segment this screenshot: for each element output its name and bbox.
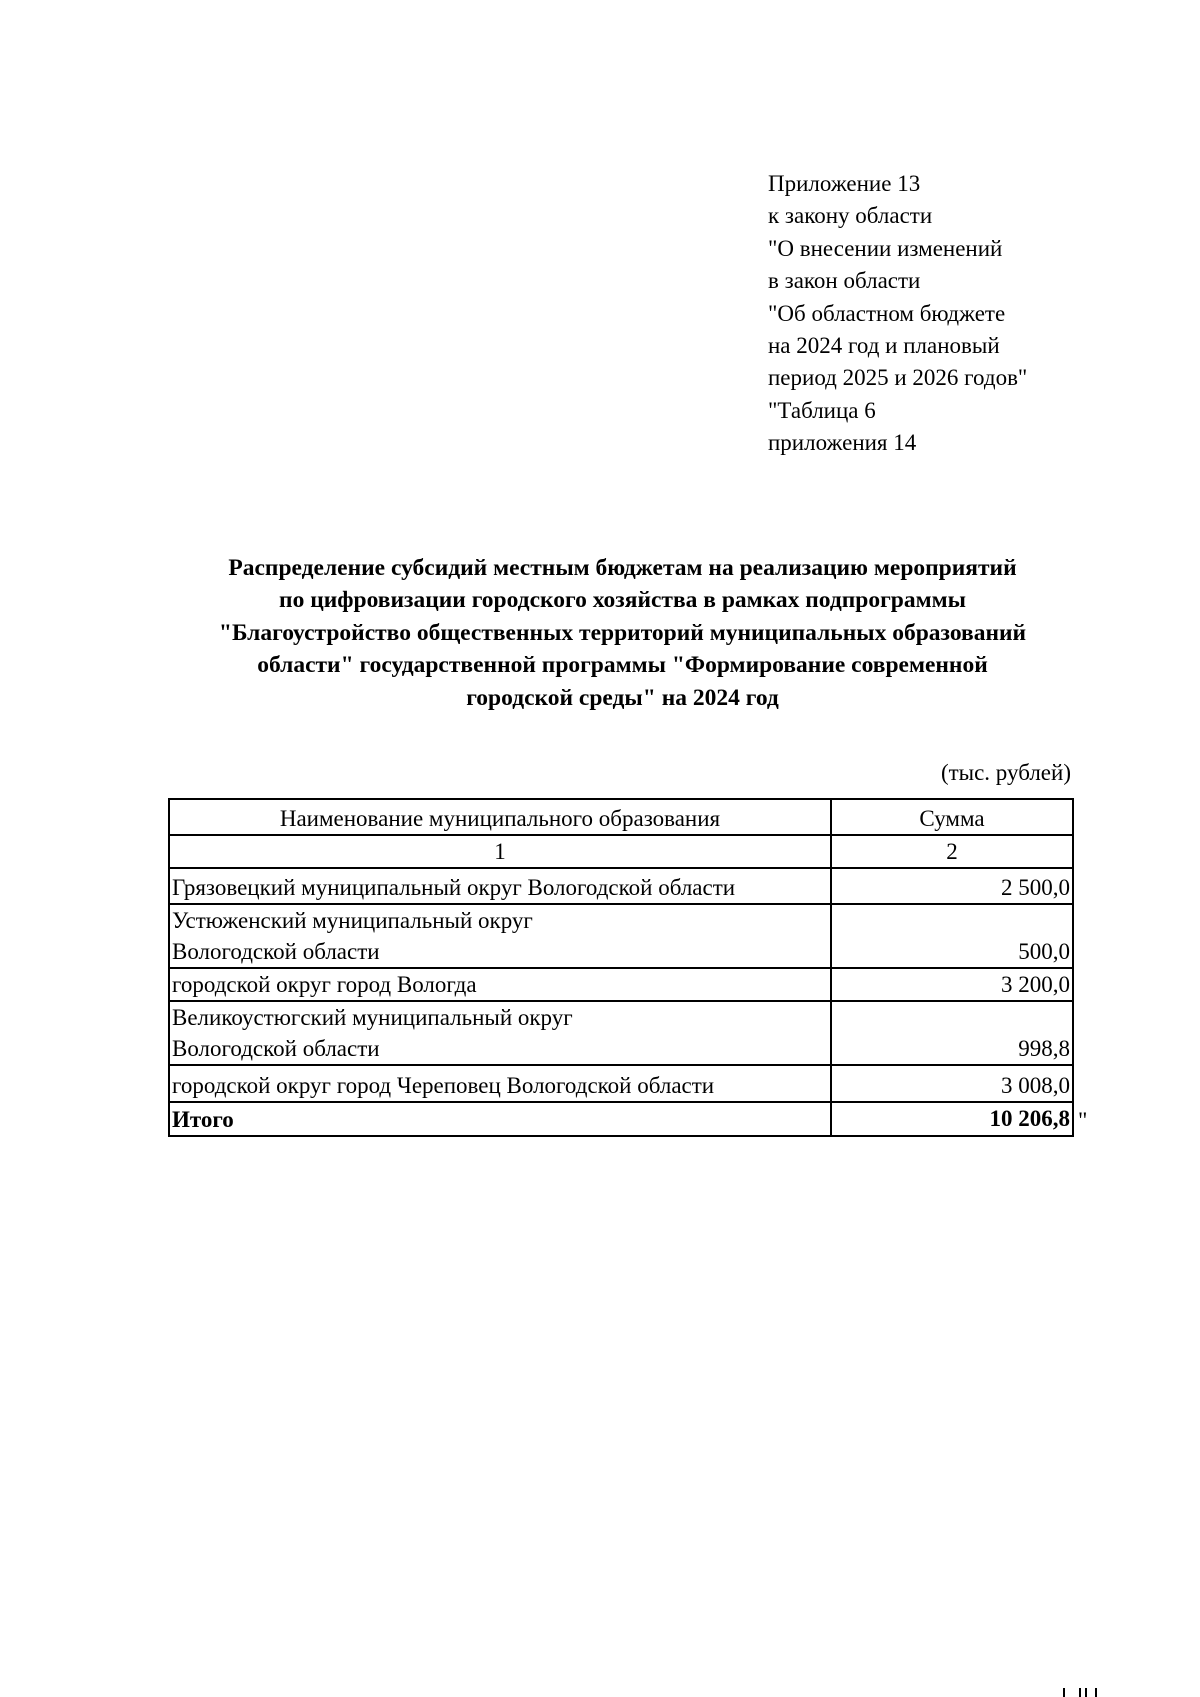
- total-label: Итого: [169, 1102, 831, 1136]
- units-label: (тыс. рублей): [940, 760, 1071, 785]
- row-amount: 500,0: [831, 904, 1073, 968]
- annex-line: на 2024 год и плановый: [768, 333, 1000, 359]
- header-name: Наименование муниципального образования: [169, 799, 831, 835]
- annex-line: к закону области: [768, 203, 933, 229]
- title-line: по цифровизации городского хозяйства в рамках подпрограммы: [279, 587, 966, 614]
- row-name: [169, 868, 831, 904]
- row-name-line: Грязовецкий муниципальный округ Вологодской области: [172, 875, 736, 900]
- annex-line: "Об областном бюджете: [768, 300, 1006, 326]
- row-name-line: городской округ город Череповец Вологодской области: [172, 1073, 715, 1098]
- title-line: "Благоустройство общественных территорий муниципальных образований: [218, 619, 1027, 646]
- row-amount: 3 200,0: [831, 968, 1073, 1001]
- column-number-row: [169, 835, 1073, 868]
- annex-line: "Таблица 6: [768, 397, 876, 423]
- annex-line: "О внесении изменений: [768, 235, 1003, 261]
- row-amount: 2 500,0: [831, 868, 1073, 904]
- row-name: [169, 968, 831, 1001]
- title-line: городской среды" на 2024 год: [466, 684, 779, 711]
- column-number: 2: [831, 835, 1073, 868]
- annex-reference: [768, 168, 1027, 460]
- title-line: Распределение субсидий местным бюджетам на реализацию мероприятий: [228, 555, 1017, 581]
- row-amount: 998,8: [831, 1001, 1073, 1065]
- closing-quote: ": [1078, 1108, 1088, 1133]
- row-name-line: Вологодской области: [172, 1036, 380, 1061]
- table-row: [169, 868, 1073, 904]
- table-row: [169, 968, 1073, 1001]
- annex-line: период 2025 и 2026 годов": [768, 365, 1028, 391]
- row-amount: 3 008,0: [831, 1065, 1073, 1102]
- row-name-line: Вологодской области: [172, 939, 380, 964]
- document-title: [150, 552, 1095, 714]
- subsidy-table: [168, 798, 1074, 1137]
- annex-line: приложения 14: [768, 430, 917, 456]
- total-row: [169, 1102, 1073, 1136]
- table-row: [169, 1001, 1073, 1065]
- scan-marks: [1060, 1688, 1100, 1697]
- row-name-line: Великоустюгский муниципальный округ: [172, 1005, 573, 1030]
- total-amount: 10 206,8: [831, 1102, 1073, 1136]
- row-name: [169, 1065, 831, 1102]
- row-name: [169, 1001, 831, 1065]
- table-header-row: [169, 799, 1073, 835]
- header-amount: Сумма: [831, 799, 1073, 835]
- annex-line: Приложение 13: [768, 171, 921, 196]
- title-line: области" государственной программы "Формирование современной: [257, 652, 988, 679]
- row-name-line: городской округ город Вологда: [172, 972, 477, 997]
- column-number: 1: [169, 835, 831, 868]
- table-row: [169, 904, 1073, 968]
- row-name-line: Устюженский муниципальный округ: [172, 908, 533, 933]
- table-row: [169, 1065, 1073, 1102]
- row-name: [169, 904, 831, 968]
- annex-line: в закон области: [768, 268, 921, 294]
